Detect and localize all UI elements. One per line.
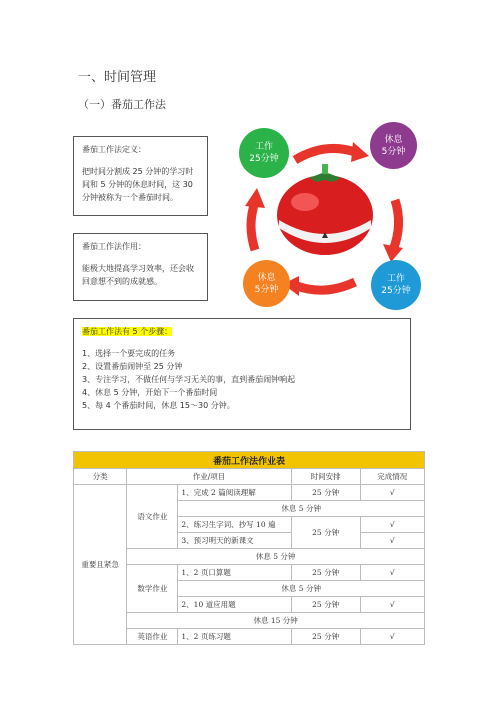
work-label: 工作 <box>254 142 273 152</box>
table-row <box>74 485 425 501</box>
rest-cell: 休息 5 分钟 <box>127 549 425 565</box>
rest-duration: 5分钟 <box>381 146 406 157</box>
time-cell: 25 分钟 <box>291 565 360 581</box>
table-row <box>74 613 425 629</box>
task-cell: 3、预习明天的新课文 <box>178 533 291 549</box>
rest-label: 休息 <box>257 272 276 283</box>
time-cell: 25 分钟 <box>291 485 360 501</box>
step-item: 1、选择一个要完成的任务 <box>82 349 176 358</box>
work-duration: 25分钟 <box>381 286 411 296</box>
subject-cell: 英语作业 <box>127 629 178 645</box>
column-header: 时间安排 <box>291 469 360 485</box>
column-header: 完成情况 <box>360 469 424 485</box>
definition-title: 番茄工作法定义： <box>82 145 146 154</box>
purpose-body: 能极大地提高学习效率，还会收回意想不到的成就感。 <box>82 264 194 286</box>
work-duration: 25分钟 <box>249 154 279 164</box>
table-row <box>74 549 425 565</box>
arrow-left-head <box>245 188 265 208</box>
column-header: 作业/项目 <box>127 469 291 485</box>
step-item: 5、每 4 个番茄时间，休息 15～30 分钟。 <box>82 401 235 410</box>
purpose-box <box>73 233 208 301</box>
task-cell: 1、2 页口算题 <box>178 565 291 581</box>
tomato-stem <box>322 164 328 174</box>
arrow-top-head <box>351 142 369 162</box>
time-cell: 25 分钟 <box>291 629 360 645</box>
pomodoro-cycle-diagram <box>225 120 425 310</box>
table-header-row <box>74 469 425 485</box>
task-cell: 2、10 道应用题 <box>178 597 291 613</box>
check-cell: √ <box>360 597 424 613</box>
work-label: 工作 <box>386 274 405 284</box>
rest-cell: 休息 15 分钟 <box>127 613 425 629</box>
table-row <box>74 629 425 645</box>
table-row <box>74 565 425 581</box>
section-heading: 一、时间管理 <box>78 70 157 85</box>
work-circle-top <box>239 128 289 178</box>
check-cell: √ <box>360 485 424 501</box>
arrow-right <box>393 200 399 250</box>
check-cell: √ <box>360 565 424 581</box>
rest-label: 休息 <box>384 134 403 145</box>
subsection-heading: （一）番茄工作法 <box>78 98 166 111</box>
arrow-top <box>295 148 355 160</box>
subject-cell: 语文作业 <box>127 485 178 549</box>
check-cell: √ <box>360 517 424 533</box>
steps-box <box>73 318 411 430</box>
category-cell: 重要且紧急 <box>74 485 127 645</box>
purpose-title: 番茄工作法作用： <box>82 242 146 251</box>
tomato-highlight <box>291 193 319 211</box>
rest-cell: 休息 5 分钟 <box>178 501 425 517</box>
task-cell: 2、练习生字词、抄写 10 遍 <box>178 517 291 533</box>
rest-duration: 5分钟 <box>254 284 279 295</box>
table-title: 番茄工作法作业表 <box>74 452 425 469</box>
rest-cell: 休息 5 分钟 <box>178 581 425 597</box>
step-item: 3、专注学习，不做任何与学习无关的事，直到番茄闹钟响起 <box>82 375 296 384</box>
steps-title: 番茄工作法有 5 个步骤： <box>82 327 173 336</box>
step-item: 4、休息 5 分钟，开始下一个番茄时间 <box>82 388 218 397</box>
arrow-left <box>251 202 255 250</box>
time-cell: 25 分钟 <box>291 597 360 613</box>
definition-box <box>73 136 208 216</box>
task-cell: 1、2 页练习题 <box>178 629 291 645</box>
rest-circle-top <box>370 122 417 169</box>
homework-table-body <box>73 451 425 645</box>
time-cell: 25 分钟 <box>291 517 360 549</box>
check-cell: √ <box>360 533 424 549</box>
task-cell: 1、完成 2 篇阅读理解 <box>178 485 291 501</box>
step-item: 2、设置番茄闹钟至 25 分钟 <box>82 362 183 371</box>
subject-cell: 数学作业 <box>127 565 178 613</box>
column-header: 分类 <box>74 469 127 485</box>
definition-body: 把时间分割成 25 分钟的学习时间和 5 分钟的休息时间，这 30 分钟被称为一个番茄时间。 <box>82 167 194 202</box>
rest-circle-bottom <box>243 260 290 307</box>
work-circle-bottom <box>371 260 421 310</box>
arrow-bottom <box>297 282 355 290</box>
check-cell: √ <box>360 629 424 645</box>
